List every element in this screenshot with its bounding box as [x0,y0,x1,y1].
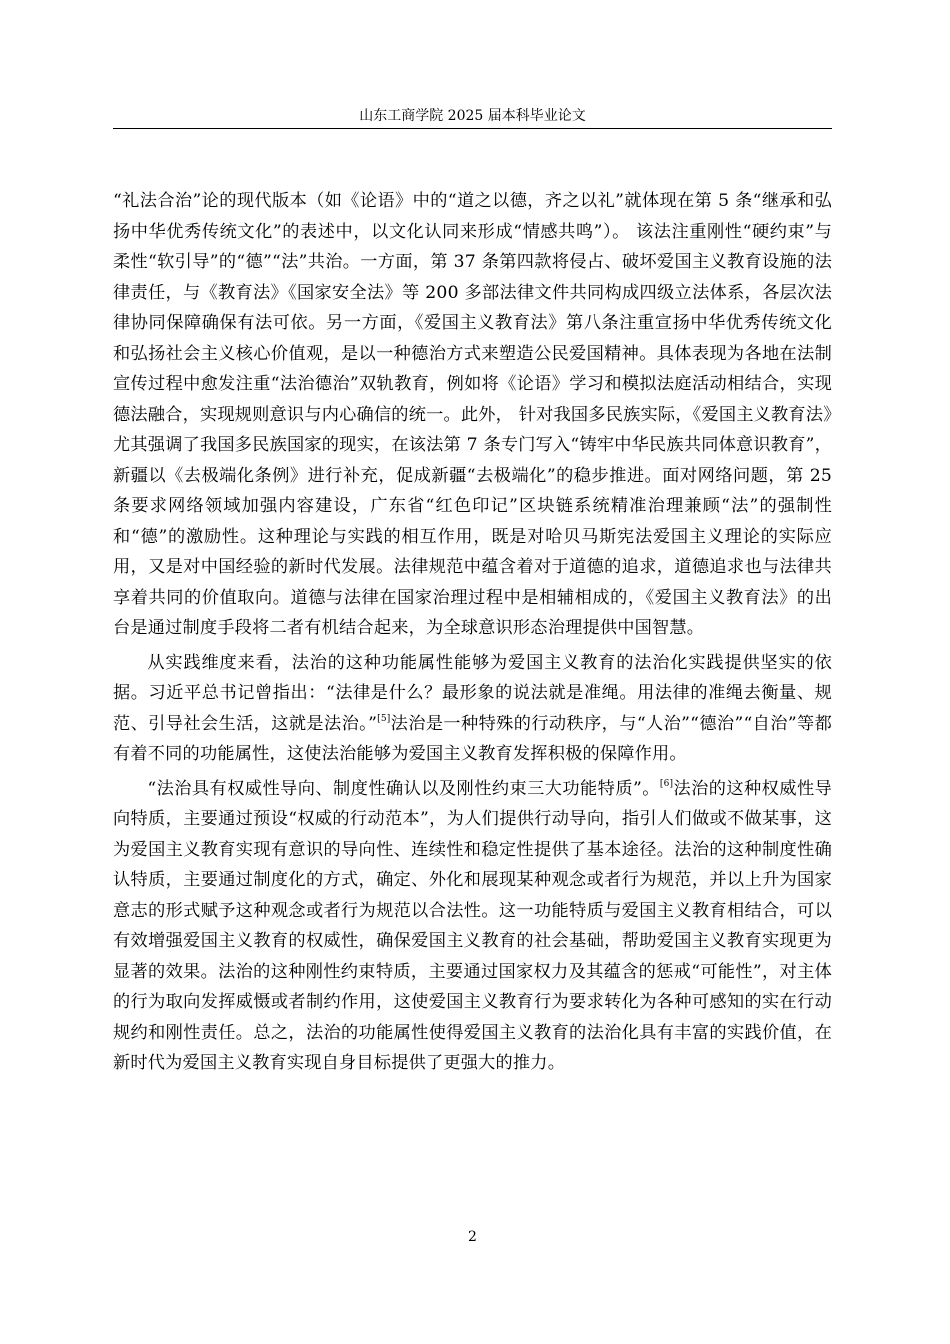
paragraph-2-text-continued: 法治是一种特殊的行动秩序，与“人治”“德治”“自治”等都有着不同的功能属性，这使法治能够为爱国主义教育发挥积极的保障作用。 [113,713,832,764]
paragraph-2-text: 从实践维度来看，法治的这种功能属性能够为爱国主义教育的法治化实践提供坚实的依据。习近平总书记曾指出：“法律是什么？最形象的说法就是准绳。用法律的准绳去衡量、规范、引导社会生活，这就是法治。” [113,652,832,734]
paragraph-2 [113,648,832,770]
page-number: 2 [468,1229,477,1245]
header-divider [113,128,832,129]
body-text [113,186,832,1083]
header-title: 山东工商学院 2025 届本科毕业论文 [359,108,586,124]
citation-5: [5] [377,713,391,724]
paragraph-3-text: “法治具有权威性导向、制度性确认以及刚性约束三大功能特质”。 [147,778,660,799]
paragraph-3-text-continued: 法治的这种权威性导向特质，主要通过预设“权威的行动范本”，为人们提供行动导向，指引人们做或不做某事，这为爱国主义教育实现有意识的导向性、连续性和稳定性提供了基本途径。法治的这种制度性确认特质，主要通过制度化的方式，确定、外化和展现某种观念或者行为规范，并以上升为国家意志的形式赋予这种观念或者行为规范以合法性。这一功能特质与爱国主义教育相结合，可以有效增强爱国主义教育的权威性，确保爱国主义教育的社会基础，帮助爱国主义教育实现更为显著的效果。法治的这种刚性约束特质，主要通过国家权力及其蕴含的惩戒“可能性”，对主体的行为取向发挥威慑或者制约作用，这使爱国主义教育行为要求转化为各种可感知的实在行动规约和刚性责任。总之，法治的功能属性使得爱国主义教育的法治化具有丰富的实践价值，在新时代为爱国主义教育实现自身目标提供了更强大的推力。 [113,778,832,1073]
paragraph-1: “礼法合治”论的现代版本（如《论语》中的“道之以德，齐之以礼”就体现在第 5 条“继承和弘扬中华优秀传统文化”的表述中，以文化认同来形成“情感共鸣”）。 该法注重刚性“硬约束”与柔性“软引导”的“德”“法”共治。一方面，第 37 条第四款将侵占、破坏爱国主义教育设施的法律责任，与《教育法》《国家安全法》等 200 多部法律文件共同构成四级立法体系，各层次法律协同保障确保有法可依。另一方面，《爱国主义教育法》第八条注重宣扬中华优秀传统文化和弘扬社会主义核心价值观，是以一种德治方式来塑造公民爱国精神。具体表现为各地在法制宣传过程中愈发注重“法治德治”双轨教育，例如将《论语》学习和模拟法庭活动相结合，实现德法融合，实现规则意识与内心确信的统一。此外， 针对我国多民族实际，《爱国主义教育法》尤其强调了我国多民族国家的现实，在该法第 7 条专门写入“铸牢中华民族共同体意识教育”，新疆以《去极端化条例》进行补充，促成新疆“去极端化”的稳步推进。面对网络问题，第 25 条要求网络领域加强内容建设，广东省“红色印记”区块链系统精准治理兼顾“法”的强制性和“德”的激励性。这种理论与实践的相互作用，既是对哈贝马斯宪法爱国主义理论的实际应用，又是对中国经验的新时代发展。法律规范中蕴含着对于道德的追求，道德追求也与法律共享着共同的价值取向。道德与法律在国家治理过程中是相辅相成的，《爱国主义教育法》的出台是通过制度手段将二者有机结合起来，为全球意识形态治理提供中国智慧。 [113,191,832,638]
citation-6: [6] [659,778,674,789]
page-header [113,107,832,125]
paragraph-3 [113,774,832,1079]
